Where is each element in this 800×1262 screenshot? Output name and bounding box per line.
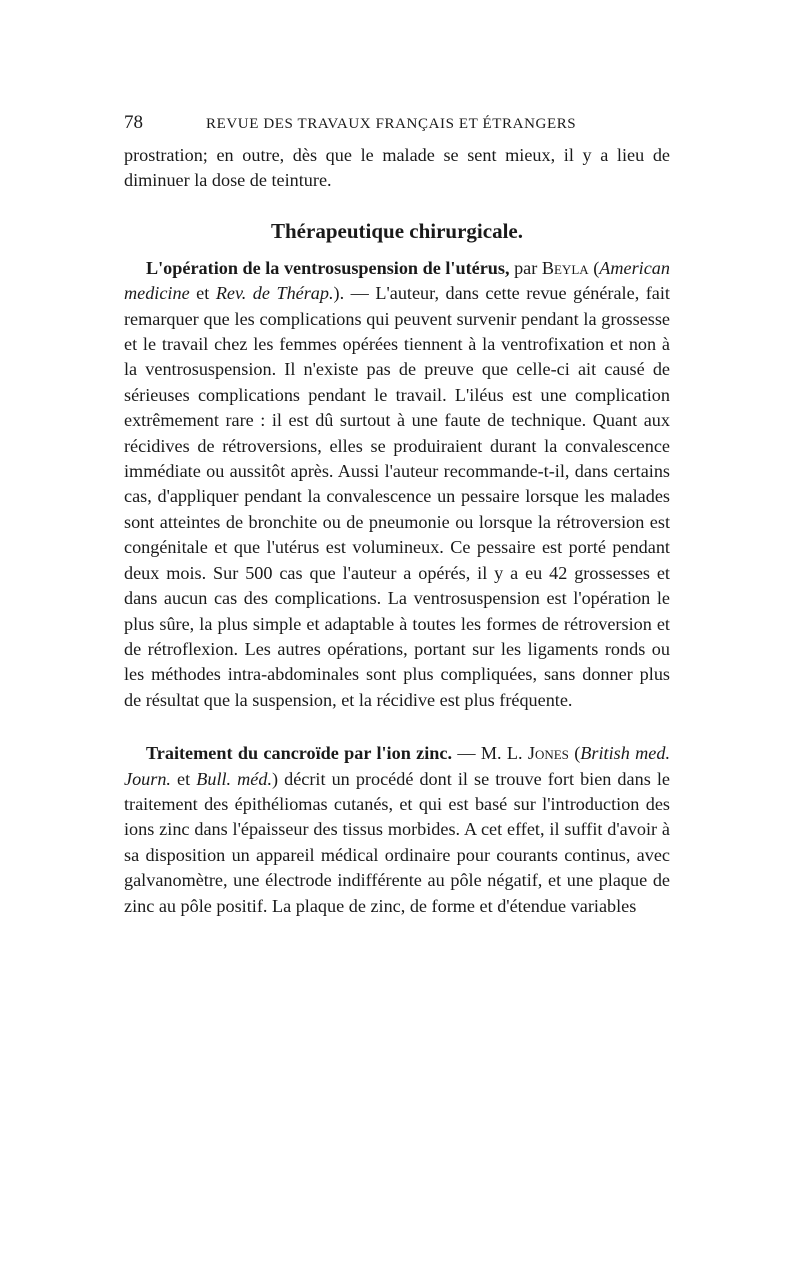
article-source: American medicine: [124, 257, 670, 304]
article-title: Traitement du cancroïde par l'ion zinc.: [146, 743, 452, 764]
article-close-paren: ).: [333, 283, 345, 304]
intro-paragraph: prostration; en outre, dès que le malade se sent mieux, il y a lieu de diminuer la dose de teinture.: [124, 145, 670, 191]
article-dash: — M. L.: [452, 743, 528, 764]
article-open-paren: (: [588, 257, 600, 278]
article-open-paren: (: [568, 743, 581, 764]
document-page: [124, 112, 670, 919]
article-ventrosuspension: [124, 256, 670, 713]
article-cancroide: [124, 741, 670, 919]
article-by: par: [509, 257, 542, 278]
article-author: Beyla: [541, 257, 589, 278]
article-separator: [124, 713, 670, 741]
article-source: Rev. de Thérap.: [215, 283, 334, 304]
page-number: 78: [124, 112, 143, 133]
article-and: et: [189, 283, 216, 304]
running-title: REVUE DES TRAVAUX FRANÇAIS ET ÉTRANGERS: [206, 116, 577, 132]
article-source: British med. Journ.: [124, 743, 670, 789]
article-and: et: [170, 768, 197, 789]
article-body: décrit un procédé dont il se trouve fort bien dans le traitement des épithéliomas cutanés, et qui est basé sur l'introduction des ions zinc dans l'épaisseur des tissus morbides. A cet effet, il suffit d'avoir à sa disposition un appareil médical ordinaire pour courants continus, avec galvanomètre, une électrode indifférente au pôle négatif, et une plaque de zinc au pôle positif. La plaque de zinc, de forme et d'étendue variables: [124, 768, 670, 916]
article-title: L'opération de la ventrosuspension de l'utérus,: [146, 257, 510, 278]
article-body: — L'auteur, dans cette revue générale, fait remarquer que les complications qui peuvent survenir pendant la grossesse et le travail chez les femmes opérées tiennent à la ventrofixation et non à la ventrosuspension. Il n'existe pas de preuve que celle-ci ait causé de sérieuses complications pendant le travail. L'iléus est une complication extrêmement rare : il est dû surtout à une faute de technique. Quant aux récidives de rétroversions, elles se produiraient durant la convalescence immédiate ou aussitôt après. Aussi l'auteur recommande-t-il, dans certains cas, d'appliquer pendant la convalescence un pessaire lorsque les malades sont atteintes de bronchite ou de pneumonie ou lorsque la rétroversion est congénitale et que l'utérus est volumineux. Ce pessaire est porté pendant deux mois. Sur 500 cas que l'auteur a opérés, il y a eu 42 grossesses et dans aucun cas des complications. La ventrosuspension est l'opération le plus sûre, la plus simple et adaptable à toutes les formes de rétroversion et de rétroflexion. Les autres opérations, portant sur les ligaments ronds ou les méthodes intra-abdominales sont plus compliquées, sans donner plus de résultat que la suspension, et la récidive est plus fréquente.: [124, 283, 670, 710]
article-source: Bull. méd.: [196, 768, 272, 789]
article-close-paren: ): [272, 768, 279, 789]
section-heading: Thérapeutique chirurgicale.: [271, 218, 523, 243]
running-header: [124, 112, 670, 142]
article-author: Jones: [527, 743, 569, 764]
